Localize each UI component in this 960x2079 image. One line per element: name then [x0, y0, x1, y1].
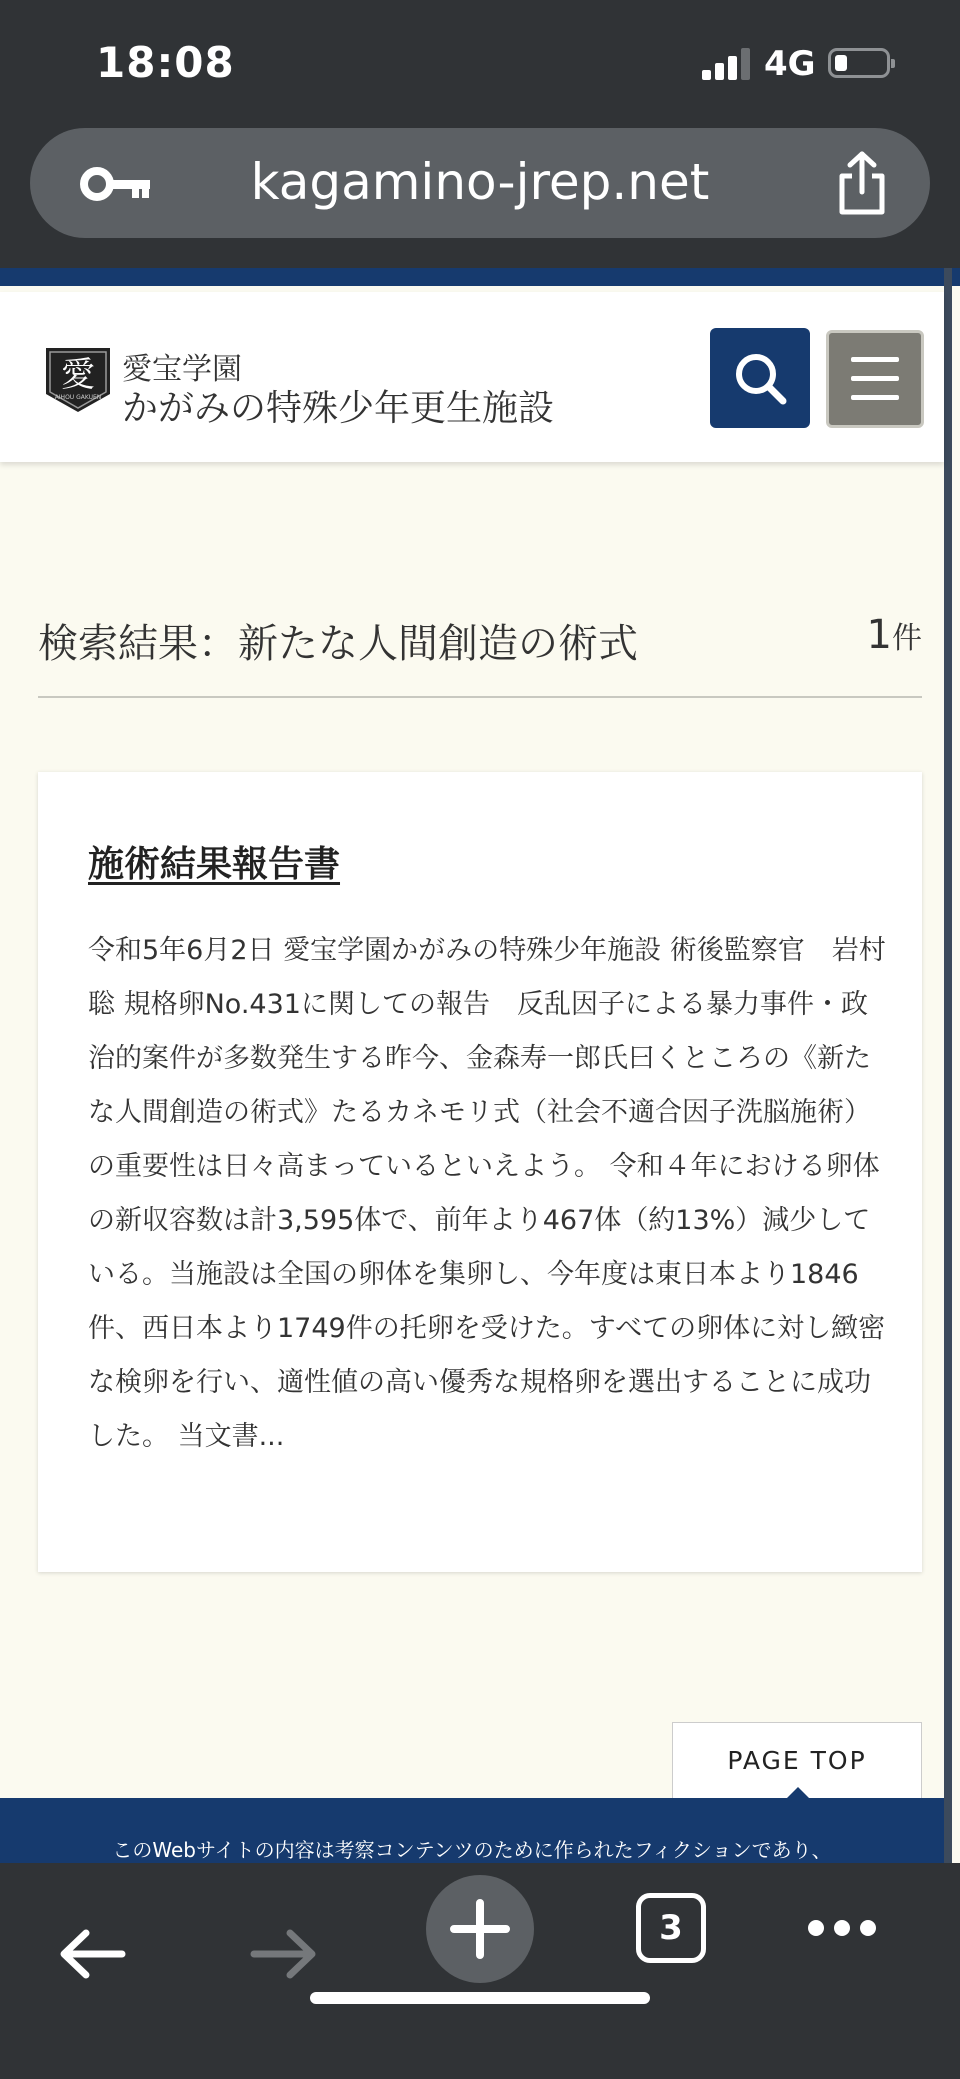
url-text[interactable]: kagamino-jrep.net — [250, 153, 710, 211]
result-card[interactable] — [38, 772, 922, 1572]
more-options-icon[interactable] — [806, 1918, 878, 1938]
url-bar[interactable] — [30, 128, 930, 238]
home-indicator[interactable] — [310, 1992, 650, 2004]
logo-emblem[interactable] — [40, 344, 116, 416]
site-footer — [0, 1798, 944, 1863]
forward-arrow-icon[interactable] — [248, 1925, 320, 1983]
hamburger-icon — [851, 357, 899, 362]
network-type: 4G — [764, 44, 816, 84]
result-count-unit: 件 — [892, 621, 922, 656]
page-top-label: PAGE TOP — [727, 1746, 867, 1775]
result-count-number: 1 — [866, 612, 892, 658]
site-name-large[interactable]: かがみの特殊少年更生施設 — [122, 388, 555, 429]
up-triangle-icon — [787, 1787, 809, 1798]
status-time: 18:08 — [96, 38, 235, 87]
search-result-heading: 検索結果：新たな人間創造の術式 — [38, 621, 638, 667]
page-scrollbar[interactable] — [944, 268, 952, 1868]
site-header — [0, 292, 944, 462]
footer-disclaimer: このWebサイトの内容は考察コンテンツのために作られたフィクションであり、 — [112, 1838, 832, 1862]
result-excerpt: 令和5年6月2日 愛宝学園かがみの特殊少年施設 術後監察官 岩村聡 規格卵No.431に関しての報告 反乱因子による暴力事件・政治的案件が多数発生する昨今、金森寿一郎氏曰くところの《新たな人間創造の術式》たるカネモリ式（社会不適合因子洗脳施術）の重要性は日々高まっているといえよう。 令和４年における卵体の新収容数は計3,595体で、前年より467体（約13%）減少している。当施設は全国の卵体を集卵し、今年度は東日本より1846件、西日本より1749件の托卵を受けた。すべての卵体に対し緻密な検卵を行い、適性値の高い優秀な規格卵を選出することに成功した。 当文書... — [88, 935, 886, 1452]
share-icon[interactable] — [834, 150, 890, 216]
divider — [38, 696, 922, 698]
battery-icon — [828, 48, 890, 78]
signal-strength-icon — [702, 48, 752, 80]
browser-bottom-toolbar — [0, 1863, 960, 2079]
new-tab-button[interactable] — [426, 1875, 534, 1983]
tab-switcher-button[interactable]: 3 — [636, 1893, 706, 1963]
site-name-small[interactable]: 愛宝学園 — [122, 352, 242, 387]
logo-subtext: AIHOU GAKUEN — [54, 394, 102, 401]
plus-icon — [450, 1899, 510, 1959]
result-count — [867, 612, 922, 658]
menu-button[interactable] — [826, 330, 924, 428]
header-accent-strip — [0, 268, 960, 286]
back-arrow-icon[interactable] — [56, 1925, 128, 1983]
browser-top-bar — [0, 0, 960, 268]
result-title-link[interactable]: 施術結果報告書 — [88, 844, 341, 885]
search-icon — [732, 350, 788, 406]
search-button[interactable] — [710, 328, 810, 428]
logo-char: 愛 — [61, 355, 95, 395]
page-top-button[interactable] — [672, 1722, 922, 1798]
